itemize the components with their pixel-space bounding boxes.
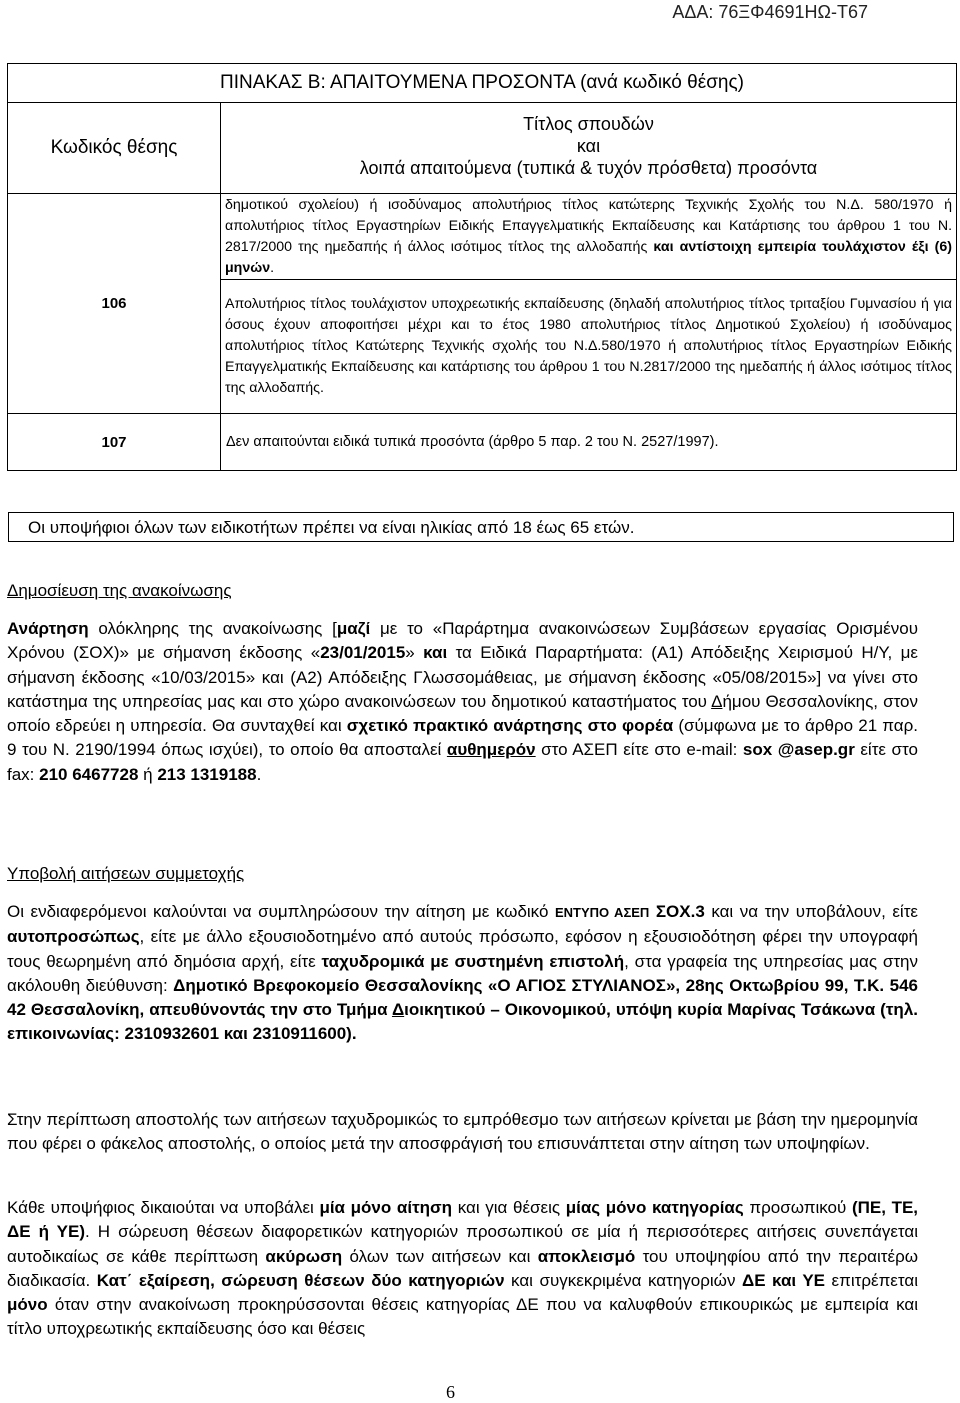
applications-paragraph-2: Στην περίπτωση αποστολής των αιτήσεων ταχυδρομικώς το εμπρόθεσμο των αιτήσεων κρίνεται με βάση την ημερομηνία που φέρει ο φάκελος αποστολής, ο οποίος μετά την αποσφράγισή του επισυνάπτεται στην αίτηση των υποψηφίων. (7, 1110, 918, 1154)
a-s4: ΣΟΧ.3 (655, 902, 705, 921)
publication-heading: Δημοσίευση της ανακοίνωσης (7, 581, 232, 600)
row106-block1-end: . (270, 260, 275, 276)
ada-code: ΑΔΑ: 76ΞΦ4691ΗΩ-Τ67 (672, 2, 868, 22)
fax-number-2: 213 1319188 (157, 764, 257, 784)
t-s6: » (405, 643, 424, 663)
t-s14: στο ΑΣΕΠ είτε στο e-mail: (535, 740, 743, 760)
row106-block1-bold: και αντίστοιχη εμπειρία τουλάχιστον έξι (6) μηνών (225, 239, 953, 276)
row107-text: Δεν απαιτούνται ειδικά τυπικά προσόντα (άρθρο 5 παρ. 2 του Ν. 2527/1997). (221, 414, 957, 471)
applications-paragraph-1 (7, 900, 918, 1047)
c-s17: όταν στην ανακοίνωση προκηρύσσονται θέσεις κατηγορίας ΔΕ που να καλυφθούν επικουρικώς με εμπειρία και τίτλο υποχρεωτικής εκπαίδευσης όσο και θέσεις (7, 1295, 918, 1339)
c-s8: ακύρωση (265, 1246, 343, 1266)
a-s1: Οι ενδιαφερόμενοι καλούνται να συμπληρώσουν την αίτηση με κωδικό (7, 902, 555, 921)
a-s5: και να την υποβάλουν, είτε (704, 902, 919, 921)
a-s2: ΕΝΤΥΠΟ ΑΣΕΠ (554, 905, 650, 920)
qualifications-table (7, 63, 957, 471)
t-s7: και (423, 643, 448, 663)
applications-paragraph-3 (7, 1196, 918, 1342)
c-s1: Κάθε υποψήφιος δικαιούται να υποβάλει (7, 1198, 320, 1217)
t-s9: Δ (711, 691, 723, 711)
c-s6: (ΠΕ, ΤΕ, ΔΕ ή ΥΕ) (7, 1198, 919, 1242)
a-s8: ταχυδρομικά με συστημένη επιστολή (321, 951, 625, 971)
c-s13: και συγκεκριμένα κατηγοριών (504, 1270, 742, 1290)
c-s15: επιτρέπεται (825, 1270, 918, 1290)
column-header-title-line3: λοιπά απαιτούμενα (τυπικά & τυχόν πρόσθετα) προσόντα (359, 158, 818, 178)
fax-number-1: 210 6467728 (39, 764, 139, 784)
c-s7: . Η σώρευση θέσεων διαφορετικών κατηγοριών προσωπικού σε μία ή περισσότερες αιτήσεις συνεπάγεται αυτοδικαίως σε κάθε περίπτωση (7, 1222, 918, 1266)
c-s12: Κατ΄ εξαίρεση, σώρευση θέσεων δύο κατηγοριών (96, 1270, 505, 1290)
t-s1: Ανάρτηση (7, 619, 89, 638)
t-s12: (σύμφωνα με το άρθρο 21 παρ. 9 του Ν. 2190/1994 όπως ισχύει), το οποίο θα αποσταλεί (7, 716, 919, 760)
table-header-row (8, 103, 957, 194)
t-s4: με το «Παράρτημα ανακοινώσεων Συμβάσεων εργασίας Ορισμένου Χρόνου (ΣΟΧ)» με σήμανση έκδοσης « (7, 619, 918, 663)
row106-block1-text: δημοτικού σχολείου) ή ισοδύναμος απολυτήριος τίτλος κατώτερης Τεχνικής Σχολής του Ν.Δ. 580/1970 ή απολυτήριος τίτλος Εργαστηρίων Ειδικής Επαγγελματικής Εκπαίδευσης και Κατάρτισης του άρθρου 1 του Ν. 2817/2000 της ημεδαπής ή άλλος ισότιμος τίτλος της αλλοδαπής (225, 197, 953, 255)
a-s7: , είτε με άλλο εξουσιοδοτημένο από αυτούς πρόσωπο, εφόσον η εξουσιοδότηση φέρει την υπογραφή τους θεωρημένη από δημόσια αρχή, είτε (7, 927, 918, 971)
code-106: 106 (8, 194, 221, 414)
a-s10: Δημοτικό Βρεφοκομείο Θεσσαλονίκης «Ο ΑΓΙΟΣ ΣΤΥΛΙΑΝΟΣ», 28ης Οκτωβρίου 99, Τ.Κ. 546 42 Θεσσαλονίκη, απευθύνοντάς την στο Τμήμα (7, 975, 918, 1020)
t-s13: αυθημερόν (446, 740, 536, 760)
a-s11: Δ (391, 1000, 405, 1020)
table-title: ΠΙΝΑΚΑΣ Β: ΑΠΑΙΤΟΥΜΕΝΑ ΠΡΟΣΟΝΤΑ (ανά κωδικό θέσης) (8, 64, 957, 103)
row106-block1 (221, 194, 957, 280)
c-s3: και για θέσεις (452, 1198, 566, 1217)
column-header-title (221, 103, 957, 194)
a-s9: , στα γραφεία της υπηρεσίας μας στην ακόλουθη διεύθυνση: (7, 951, 918, 995)
publication-paragraph (7, 617, 918, 787)
t-s16: είτε στο fax: (7, 740, 918, 784)
c-s11: του υποψηφίου από την περαιτέρω διαδικασία. (7, 1246, 919, 1290)
t-s2: ολόκληρης της ανακοίνωσης [ (88, 619, 337, 638)
c-s9: όλων των αιτήσεων και (342, 1246, 538, 1266)
t-s8: τα Ειδικά Παραρτήματα: (Α1) Απόδειξης Χειρισμού Η/Υ, με σήμανση έκδοσης «10/03/2015» και (Α2) Απόδειξης Γλωσσομάθειας, με σήμανση έκδοσης «05/08/2015»] να γίνει στο κατάστημα της υπηρεσίας μας και στο χώρο ανακοινώσεων του δημοτικού καταστήματος του (7, 643, 918, 711)
t-s10: ήμου Θεσσαλονίκης, στον οποίο εδρεύει η υπηρεσία. Θα συνταχθεί και (7, 691, 919, 736)
table-row-107 (8, 414, 957, 471)
a-s12: ιοικητικού – Οικονομικού, υπόψη κυρία Μαρίνας Τσάκωνα (τηλ. επικοινωνίας: 2310932601 και 2310911600). (7, 1000, 918, 1044)
c-s4: μίας μόνο κατηγορίας (565, 1198, 744, 1217)
applications-heading: Υποβολή αιτήσεων συμμετοχής (7, 864, 245, 883)
column-header-title-line1: Τίτλος σπουδών (523, 114, 654, 134)
code-107: 107 (8, 414, 221, 471)
t-s3: μαζί (336, 619, 371, 638)
page-number: 6 (446, 1382, 455, 1402)
row106-block2: Απολυτήριος τίτλος τουλάχιστον υποχρεωτικής εκπαίδευσης (δηλαδή απολυτήριος τίτλος τριταξίου Γυμνασίου ή για όσους έχουν αποφοιτήσει μέχρι και το έτος 1980 απολυτήριος τίτλος Δημοτικού Σχολείου) ή ισοδύναμος απολυτήριος τίτλος Κατώτερης Τεχνικής σχολής του Ν.Δ.580/1970 ή απολυτήριος τίτλος Εργαστηρίων Ειδικής Επαγγελματικής Εκπαίδευσης και κατάρτισης του άρθρου 1 του Ν.2817/2000 της ημεδαπής ή άλλος ισότιμος τίτλος της αλλοδαπής. (221, 280, 957, 414)
table-title-row (8, 64, 957, 103)
column-header-code: Κωδικός θέσης (8, 103, 221, 194)
t-s5: 23/01/2015 (320, 643, 406, 663)
c-s14: ΔΕ και ΥΕ (741, 1270, 826, 1290)
column-header-title-line2: και (576, 136, 601, 156)
email-address: sox @asep.gr (742, 740, 855, 760)
c-s2: μία μόνο αίτηση (319, 1198, 453, 1217)
c-s5: προσωπικού (743, 1198, 852, 1217)
c-s10: αποκλεισμό (537, 1246, 636, 1266)
c-s16: μόνο (7, 1295, 48, 1315)
t-s20: . (256, 764, 262, 784)
t-s18: ή (138, 764, 158, 784)
table-row-106a (8, 194, 957, 280)
a-s6: αυτοπροσώπως (7, 927, 140, 947)
eligibility-box: Οι υποψήφιοι όλων των ειδικοτήτων πρέπει να είναι ηλικίας από 18 έως 65 ετών. (8, 512, 954, 542)
t-s11: σχετικό πρακτικό ανάρτησης στο φορέα (346, 716, 674, 736)
